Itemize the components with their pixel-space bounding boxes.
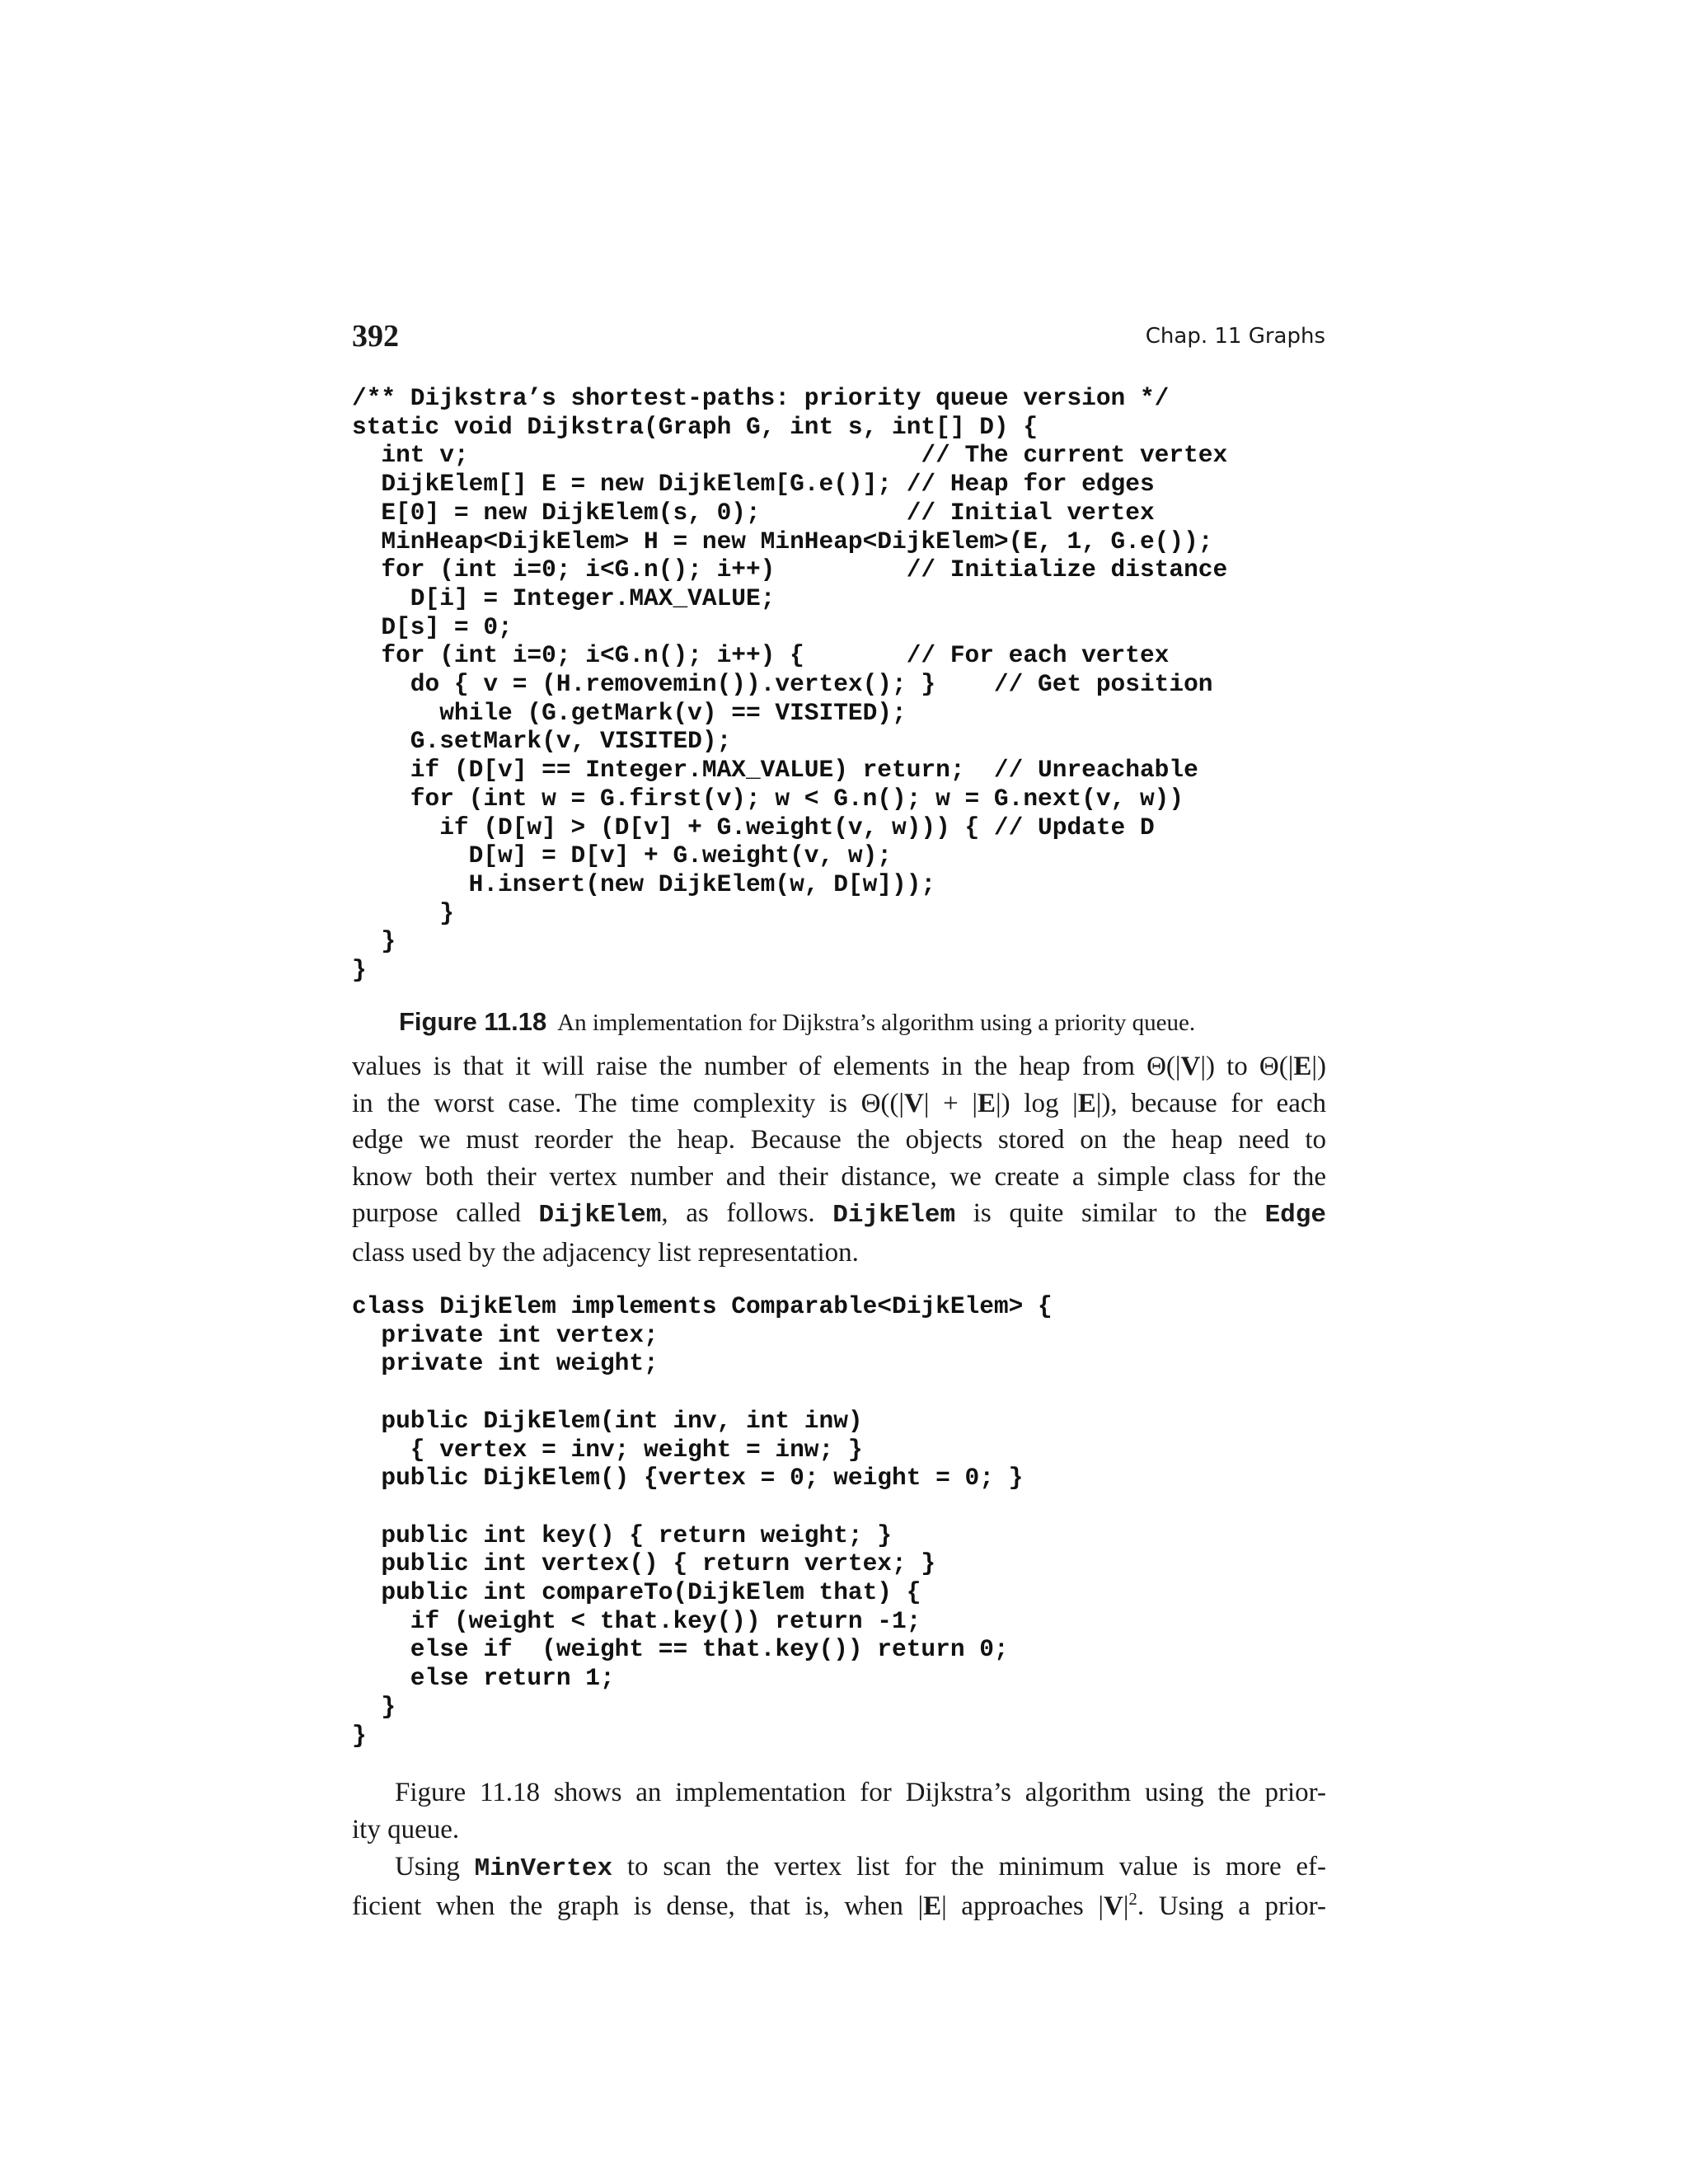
code-line: public DijkElem(int inv, int inw) [352, 1406, 863, 1435]
code-line: class DijkElem implements Comparable<DijkElem> { [352, 1292, 1053, 1320]
code-line: if (weight < that.key()) return -1; [352, 1606, 921, 1635]
paragraph-line: values is that it will raise the number of elements in the heap from Θ(|V|) to Θ(|E|) [352, 1052, 1326, 1081]
paragraph-line: Using MinVertex to scan the vertex list for the minimum value is more ef- [395, 1852, 1326, 1883]
code-line: public int key() { return weight; } [352, 1521, 893, 1549]
code-term: DijkElem [538, 1201, 662, 1230]
code-line: DijkElem[] E = new DijkElem[G.e()]; // Heap for edges [352, 470, 1155, 499]
code-line: D[s] = 0; [352, 612, 513, 641]
figure-caption-label: Figure 11.18 [399, 1007, 547, 1036]
running-head: Chap. 11 Graphs [1145, 324, 1325, 349]
code-line: else return 1; [352, 1664, 615, 1693]
code-line: } [352, 927, 396, 956]
paragraph-line: ficient when the graph is dense, that is, when |E| approaches $|V|^2$. Using a prior- [352, 1888, 1327, 1921]
code-term: DijkElem [832, 1201, 956, 1230]
code-line: static void Dijkstra(Graph G, int s, int[] D) { [352, 412, 1039, 441]
code-line: for (int w = G.first(v); w < G.n(); w = G.next(v, w)) [352, 784, 1184, 813]
code-line: } [352, 956, 367, 985]
paragraph-line: in the worst case. The time complexity is Θ((|V| + |E|) log |E|), because for each [352, 1088, 1326, 1118]
code-line: /** Dijkstra’s shortest-paths: priority queue version */ [352, 384, 1170, 412]
code-term: Edge [1264, 1201, 1326, 1230]
paragraph-line: purpose called DijkElem, as follows. DijkElem is quite similar to the Edge [352, 1198, 1326, 1230]
code-line: } [352, 1721, 367, 1750]
code-term: MinVertex [474, 1854, 613, 1883]
code-line: if (D[w] > (D[v] + G.weight(v, w))) { // Update D [352, 813, 1155, 841]
code-line: D[i] = Integer.MAX_VALUE; [352, 583, 776, 612]
code-line: } [352, 898, 454, 927]
paragraph-line: class used by the adjacency list representation. [352, 1237, 859, 1268]
code-line: { vertex = inv; weight = inw; } [352, 1435, 863, 1464]
code-line: else if (weight == that.key()) return 0; [352, 1635, 1009, 1664]
paragraph-line: Figure 11.18 shows an implementation for Dijkstra’s algorithm using the prior- [395, 1778, 1326, 1807]
body-paragraph [352, 1048, 1326, 1271]
code-line: for (int i=0; i<G.n(); i++) { // For each vertex [352, 641, 1170, 670]
code-line: private int weight; [352, 1349, 659, 1378]
code-line: do { v = (H.removemin()).vertex(); } // Get position [352, 670, 1213, 699]
dijkelem-class-code [352, 1292, 1053, 1750]
code-line: int v; // The current vertex [352, 441, 1228, 470]
code-line: D[w] = D[v] + G.weight(v, w); [352, 841, 893, 870]
dijkstra-code-listing [352, 384, 1227, 985]
code-line: H.insert(new DijkElem(w, D[w])); [352, 869, 936, 898]
code-line: MinHeap<DijkElem> H = new MinHeap<DijkElem>(E, 1, G.e()); [352, 527, 1213, 555]
body-paragraph [352, 1849, 1326, 1924]
paragraph-line: know both their vertex number and their distance, we create a simple class for the [352, 1161, 1326, 1192]
code-line: G.setMark(v, VISITED); [352, 727, 732, 756]
code-line: public DijkElem() {vertex = 0; weight = 0; } [352, 1464, 1024, 1493]
code-line: for (int i=0; i<G.n(); i++) // Initialize distance [352, 555, 1228, 584]
figure-caption [399, 1007, 1195, 1038]
body-paragraph [352, 1774, 1326, 1848]
code-line: private int vertex; [352, 1320, 659, 1349]
code-line: } [352, 1692, 396, 1721]
page-number: 392 [352, 319, 399, 354]
paragraph-line: ity queue. [352, 1814, 460, 1844]
code-line: public int compareTo(DijkElem that) { [352, 1578, 921, 1607]
code-line: E[0] = new DijkElem(s, 0); // Initial vertex [352, 498, 1155, 527]
paragraph-line: edge we must reorder the heap. Because the objects stored on the heap need to [352, 1125, 1326, 1155]
figure-caption-text: An implementation for Dijkstra’s algorithm using a priority queue. [557, 1010, 1196, 1036]
code-line: while (G.getMark(v) == VISITED); [352, 698, 907, 727]
code-line: if (D[v] == Integer.MAX_VALUE) return; // Unreachable [352, 756, 1198, 785]
code-line: public int vertex() { return vertex; } [352, 1549, 936, 1578]
